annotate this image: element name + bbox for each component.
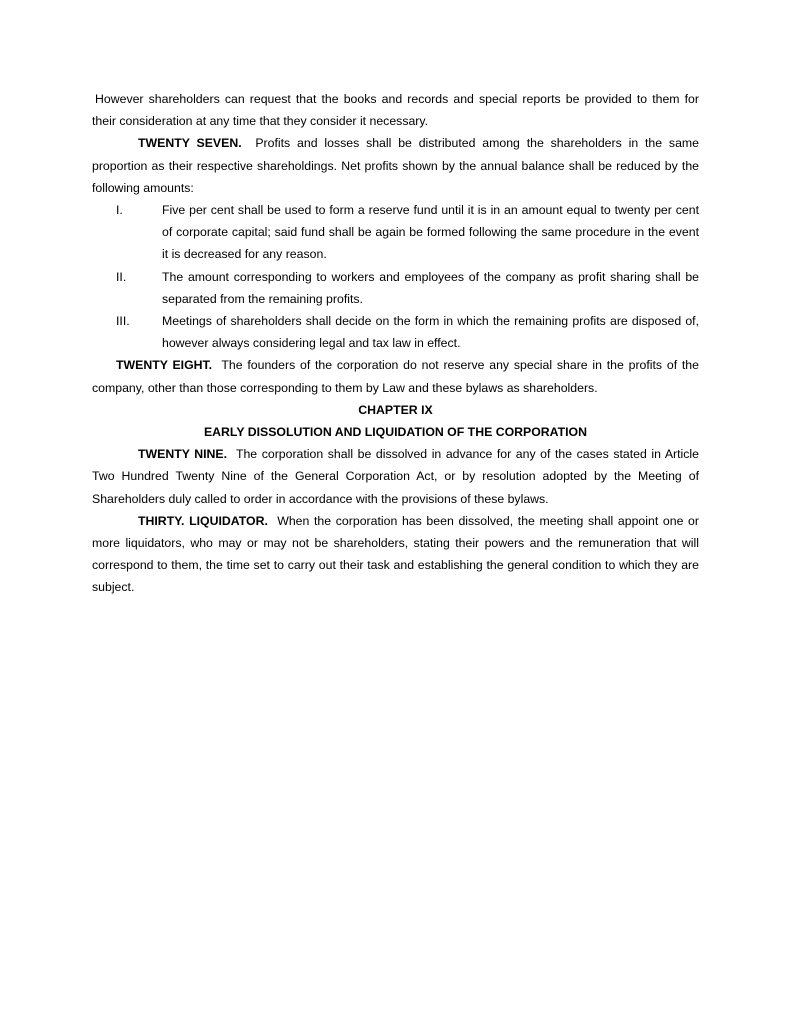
article-twenty-seven-heading: TWENTY SEVEN. [138,136,242,151]
article-twenty-seven-text: Profits and losses shall be distributed among the shareholders in the same proportion as their respective shareholdings. Net profits shown by the annual balance shall be reduced by the following amounts: [92,136,699,195]
article-twenty-eight-heading: TWENTY EIGHT. [116,358,213,373]
article-twenty-eight-text: The founders of the corporation do not reserve any special share in the profits of the company, other than those corresponding to them by Law and these bylaws as shareholders. [92,358,699,395]
article-twenty-nine-text: The corporation shall be dissolved in advance for any of the cases stated in Article Two Hundred Twenty Nine of the General Corporation Act, or by resolution adopted by the Meeting of Shareholders duly called to order in accordance with the provisions of these bylaws. [92,447,699,506]
article-thirty-heading: THIRTY. LIQUIDATOR. [138,513,268,528]
chapter-number: CHAPTER IX [358,402,433,417]
intro-paragraph [92,88,699,132]
list-item-numeral: III. [116,314,130,329]
article-thirty-text: When the corporation has been dissolved, the meeting shall appoint one or more liquidators, who may or may not be shareholders, stating their powers and the remuneration that will correspond to them, the time set to carry out their task and establishing the general condition to which they are subject. [92,513,699,595]
article-twenty-eight [92,354,699,398]
list-item [92,310,699,354]
list-item [92,199,699,266]
list-item-text: Five per cent shall be used to form a reserve fund until it is in an amount equal to twenty per cent of corporate capital; said fund shall be again be formed following the same procedure in the event it is decreased for any reason. [162,203,699,262]
list-item [92,266,699,310]
chapter-title: EARLY DISSOLUTION AND LIQUIDATION OF THE CORPORATION [203,425,588,440]
article-twenty-seven-list [92,199,699,354]
article-twenty-seven [92,132,699,199]
document-page [92,88,699,599]
list-item-text: Meetings of shareholders shall decide on the form in which the remaining profits are disposed of, however always considering legal and tax law in effect. [162,314,699,351]
list-item-text: The amount corresponding to workers and employees of the company as profit sharing shall be separated from the remaining profits. [162,269,699,306]
list-item-numeral: II. [116,269,127,284]
article-twenty-nine-heading: TWENTY NINE. [138,447,228,462]
article-thirty [92,510,699,599]
intro-text: However shareholders can request that the books and records and special reports be provided to them for their consideration at any time that they consider it necessary. [92,92,699,129]
article-twenty-nine [92,443,699,510]
list-item-numeral: I. [116,203,123,218]
